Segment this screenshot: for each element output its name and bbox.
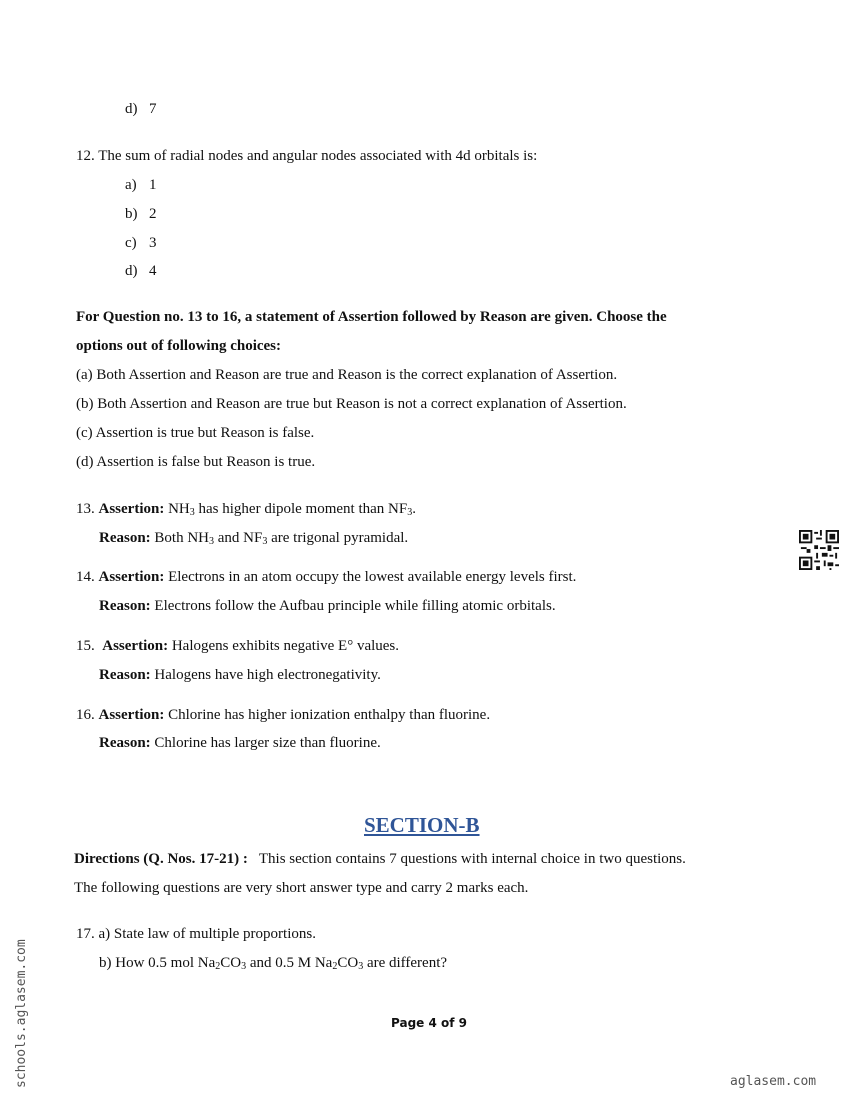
q12-option-c	[125, 235, 157, 252]
reason-text: Electrons follow the Aufbau principle while filling atomic orbitals.	[154, 598, 556, 614]
q15-assertion	[76, 638, 399, 655]
directions-text: This section contains 7 questions with internal choice in two questions.	[258, 851, 686, 867]
option-letter: d)	[125, 101, 138, 117]
question-number: 15.	[76, 638, 95, 654]
assertion-text: $NH_3$ has higher dipole moment than $NF_3$.	[168, 501, 416, 518]
q17-part-b: b) How 0.5 mol $Na_2CO_3$ and 0.5 M $Na_2CO_3$ are different?	[99, 955, 448, 972]
option-letter: d)	[125, 263, 138, 279]
reason-label: Reason:	[99, 530, 151, 546]
q11-option-d	[125, 101, 157, 118]
side-watermark-url: schools.aglasem.com	[14, 939, 29, 1088]
reason-text: Halogens have high electronegativity.	[154, 667, 381, 683]
qr-code-icon	[799, 530, 839, 570]
assertion-text: Halogens exhibits negative E° values.	[171, 638, 400, 654]
section-b-directions-line2: The following questions are very short answer type and carry 2 marks each.	[74, 880, 529, 896]
q14-assertion	[76, 569, 576, 586]
assertion-label: Assertion:	[98, 569, 165, 585]
option-value: 3	[149, 235, 157, 251]
q14-reason	[99, 598, 556, 615]
q13-reason	[99, 530, 408, 547]
question-number: 16.	[76, 707, 95, 723]
directions-label: Directions (Q. Nos. 17-21) :	[74, 851, 248, 867]
assertion-label: Assertion:	[98, 707, 165, 723]
option-letter: c)	[125, 235, 137, 251]
q16-reason	[99, 735, 381, 752]
page-number: Page 4 of 9	[391, 1016, 467, 1030]
assertion-label: Assertion:	[98, 501, 165, 517]
assertion-text: Chlorine has higher ionization enthalpy than fluorine.	[168, 707, 491, 723]
q12-option-d	[125, 263, 157, 280]
q16-assertion	[76, 707, 490, 724]
option-value: 1	[149, 177, 157, 193]
ar-instructions-line1: For Question no. 13 to 16, a statement of Assertion followed by Reason are given. Choose the	[76, 309, 667, 325]
ar-choice-a: (a) Both Assertion and Reason are true and Reason is the correct explanation of Assertion.	[76, 367, 618, 383]
ar-choice-d: (d) Assertion is false but Reason is true.	[76, 454, 316, 470]
option-letter: a)	[125, 177, 137, 193]
question-number: 12.	[76, 148, 95, 164]
reason-label: Reason:	[99, 735, 151, 751]
q13-assertion	[76, 501, 416, 518]
q12-option-b	[125, 206, 157, 223]
option-letter: b)	[125, 206, 138, 222]
reason-label: Reason:	[99, 598, 151, 614]
footer-url: aglasem.com	[730, 1074, 817, 1089]
ar-instructions-line2: options out of following choices:	[76, 338, 282, 354]
assertion-text: Electrons in an atom occupy the lowest available energy levels first.	[168, 569, 577, 585]
q15-reason	[99, 667, 381, 684]
ar-choice-b: (b) Both Assertion and Reason are true but Reason is not a correct explanation of Assertion.	[76, 396, 627, 412]
question-number: 17.	[76, 926, 95, 942]
question-12	[76, 148, 537, 165]
option-value: 2	[149, 206, 157, 222]
option-value: 7	[149, 101, 157, 117]
option-value: 4	[149, 263, 157, 279]
ar-choice-c: (c) Assertion is true but Reason is false.	[76, 425, 315, 441]
part-a-text: a) State law of multiple proportions.	[98, 926, 316, 942]
question-number: 13.	[76, 501, 95, 517]
question-17	[76, 926, 316, 943]
reason-text: Chlorine has larger size than fluorine.	[154, 735, 381, 751]
section-b-title: SECTION-B	[364, 813, 480, 837]
reason-label: Reason:	[99, 667, 151, 683]
assertion-label: Assertion:	[102, 638, 169, 654]
q12-option-a	[125, 177, 157, 194]
reason-text: Both $NH_3$ and $NF_3$ are trigonal pyramidal.	[154, 530, 409, 547]
section-b-directions	[74, 851, 686, 868]
question-text: The sum of radial nodes and angular nodes associated with 4d orbitals is:	[98, 148, 538, 164]
question-number: 14.	[76, 569, 95, 585]
